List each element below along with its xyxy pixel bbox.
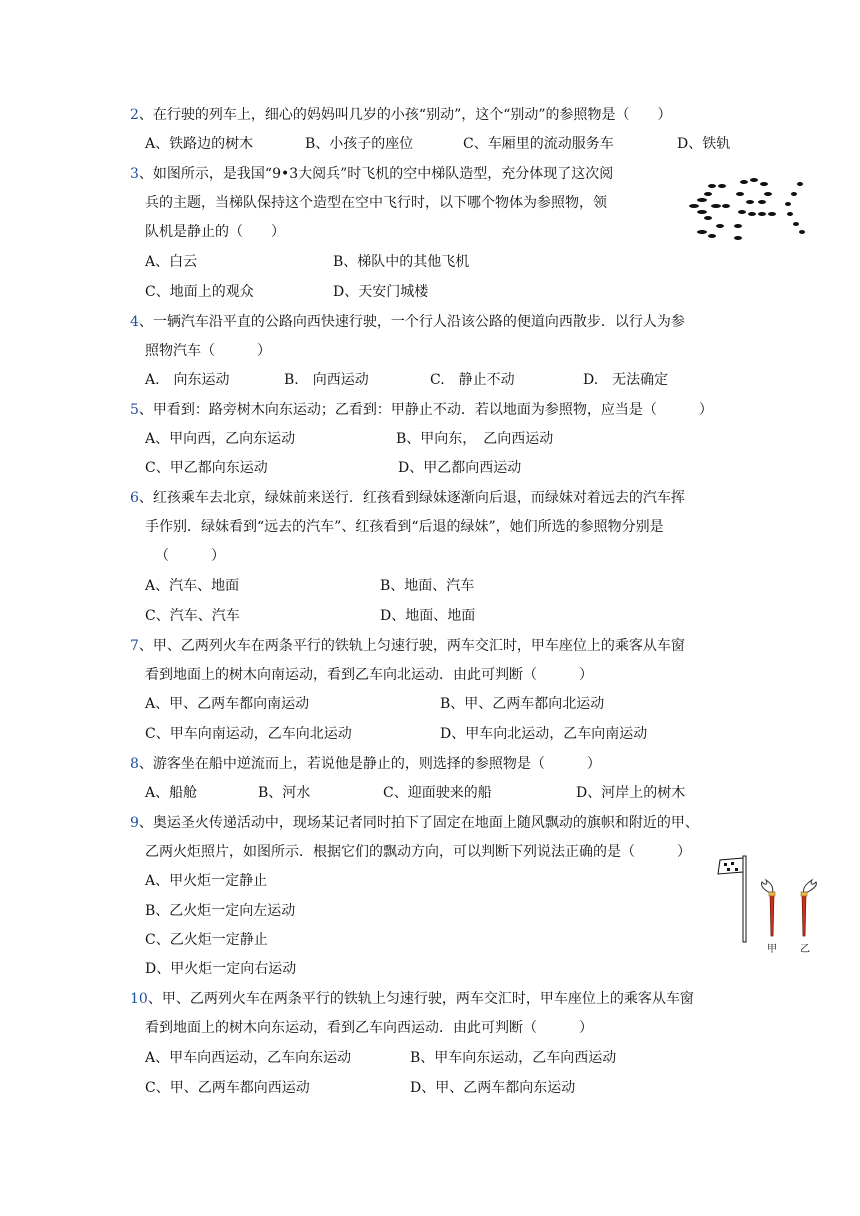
question-9-stem (130, 814, 699, 832)
question-4-stem (130, 313, 685, 331)
flag-and-torches-figure (714, 848, 826, 958)
question-text: 、如图所示，是我国“9•3大阅兵”时飞机的空中梯队造型，充分体现了这次阅 (138, 166, 614, 182)
option-c: C、迎面驶来的船 (383, 785, 492, 801)
question-text: 、一辆汽车沿平直的公路向西快速行驶，一个行人沿该公路的便道向西散步．以行人为参 (138, 314, 685, 330)
question-text: 、甲看到：路旁树木向东运动；乙看到：甲静止不动．若以地面为参照物，应当是（ ） (138, 402, 713, 418)
option-b: B、甲车向东运动，乙车向西运动 (410, 1050, 617, 1066)
question-number: 4 (130, 314, 139, 330)
question-number: 7 (130, 638, 139, 654)
option-b: B、梯队中的其他飞机 (333, 254, 470, 270)
option-d: D、河岸上的树木 (576, 785, 686, 801)
torch-yi (801, 880, 816, 936)
option-a: A、甲火炬一定静止 (145, 873, 268, 889)
option-c: C、车厢里的流动服务车 (463, 136, 614, 152)
question-number: 10 (130, 991, 148, 1007)
question-text: 、甲、乙两列火车在两条平行的铁轨上匀速行驶，两车交汇时，甲车座位上的乘客从车窗 (138, 638, 685, 654)
option-d: D、地面、地面 (380, 608, 476, 624)
question-text: 、红孩乘车去北京，绿妹前来送行．红孩看到绿妹逐渐向后退，而绿妹对着远去的汽车挥 (138, 490, 685, 506)
option-d: D、甲乙都向西运动 (398, 460, 522, 476)
question-text: 队机是静止的（ ） (145, 224, 285, 240)
question-text: （ ） (155, 548, 225, 564)
question-text: 、奥运圣火传递活动中，现场某记者同时拍下了固定在地面上随风飘动的旗帜和附近的甲、 (138, 815, 699, 831)
option-d: D、甲车向北运动，乙车向南运动 (440, 726, 648, 742)
option-c: C、甲、乙两车都向西运动 (145, 1080, 310, 1096)
question-text: 、游客坐在船中逆流而上，若说他是静止的，则选择的参照物是（ ） (138, 756, 601, 772)
option-b: B、小孩子的座位 (305, 136, 414, 152)
question-number: 9 (130, 815, 139, 831)
question-text: 看到地面上的树木向东运动，看到乙车向西运动．由此可判断（ ） (145, 1020, 593, 1036)
option-d: D、甲、乙两车都向东运动 (410, 1080, 576, 1096)
question-6-stem (130, 489, 685, 507)
torch-jia-label: 甲 (767, 944, 777, 955)
option-d: D. 无法确定 (583, 372, 669, 388)
option-c: C、地面上的观众 (145, 284, 254, 300)
question-number: 2 (130, 107, 139, 123)
aircraft-formation-figure (682, 172, 812, 250)
option-d: D、天安门城楼 (333, 284, 429, 300)
flag-icon (718, 858, 743, 874)
question-number: 3 (130, 166, 139, 182)
torch-jia (761, 880, 775, 936)
option-a: A、甲车向西运动，乙车向东运动 (145, 1050, 352, 1066)
option-c: C、乙火炬一定静止 (145, 932, 268, 948)
question-text: 看到地面上的树木向南运动，看到乙车向北运动．由此可判断（ ） (145, 667, 593, 683)
question-8-stem (130, 755, 601, 773)
question-7-stem (130, 637, 685, 655)
option-d: D、铁轨 (677, 136, 731, 152)
option-a: A、船舱 (145, 785, 198, 801)
option-a: A、汽车、地面 (145, 578, 240, 594)
question-number: 6 (130, 490, 139, 506)
option-d: D、甲火炬一定向右运动 (145, 961, 297, 977)
torch-yi-label: 乙 (800, 944, 810, 955)
option-c: C. 静止不动 (430, 372, 515, 388)
option-b: B、甲、乙两车都向北运动 (440, 696, 605, 712)
question-text: 兵的主题，当梯队保持这个造型在空中飞行时，以下哪个物体为参照物，领 (145, 195, 607, 211)
option-b: B、河水 (258, 785, 311, 801)
option-b: B、地面、汽车 (380, 578, 475, 594)
option-a: A、甲、乙两车都向南运动 (145, 696, 310, 712)
question-text: 手作别．绿妹看到“远去的汽车”、红孩看到“后退的绿妹”，她们所选的参照物分别是 (145, 519, 664, 535)
option-a: A、白云 (145, 254, 198, 270)
option-c: C、甲车向南运动，乙车向北运动 (145, 726, 352, 742)
option-b: B. 向西运动 (284, 372, 369, 388)
option-a: A、甲向西，乙向东运动 (145, 431, 296, 447)
option-a: A、铁路边的树木 (145, 136, 254, 152)
question-5-stem (130, 401, 713, 419)
question-10-stem (130, 990, 694, 1008)
question-text: 、在行驶的列车上，细心的妈妈叫几岁的小孩“别动”，这个“别动”的参照物是（ ） (138, 107, 672, 123)
option-b: B、乙火炬一定向左运动 (145, 903, 296, 919)
option-c: C、汽车、汽车 (145, 608, 240, 624)
option-b: B、甲向东， 乙向西运动 (396, 431, 554, 447)
option-c: C、甲乙都向东运动 (145, 460, 268, 476)
question-text: 、甲、乙两列火车在两条平行的铁轨上匀速行驶，两车交汇时，甲车座位上的乘客从车窗 (147, 991, 694, 1007)
question-text: 照物汽车（ ） (145, 343, 271, 359)
question-number: 8 (130, 756, 139, 772)
option-a: A. 向东运动 (145, 372, 230, 388)
question-text: 乙两火炬照片，如图所示．根据它们的飘动方向，可以判断下列说法正确的是（ ） (145, 844, 691, 860)
question-3-stem (130, 165, 613, 183)
question-number: 5 (130, 402, 139, 418)
question-2-stem (130, 106, 672, 124)
